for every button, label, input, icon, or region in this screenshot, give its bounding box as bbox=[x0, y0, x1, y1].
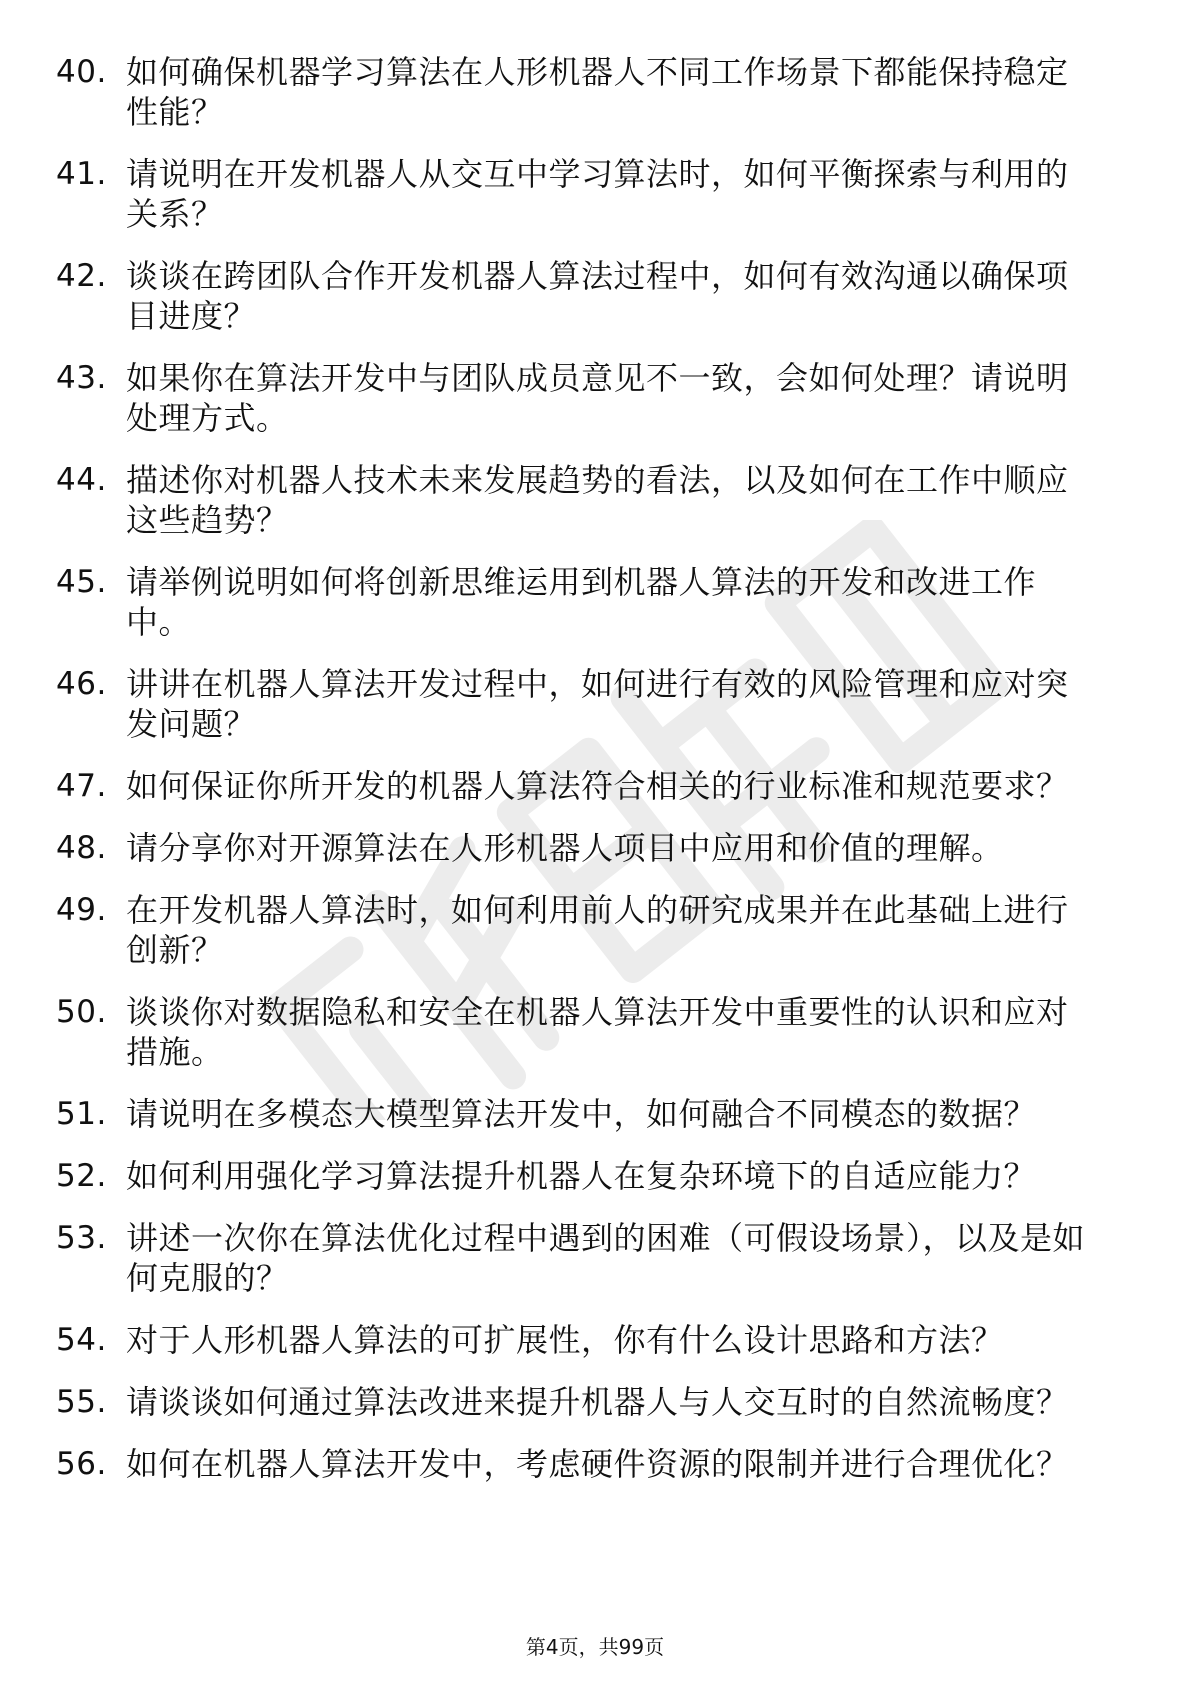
question-number: 48. bbox=[56, 830, 107, 866]
question-item bbox=[0, 992, 1190, 1072]
question-text: 如何确保机器学习算法在人形机器人不同工作场景下都能保持稳定性能？ bbox=[126, 53, 1069, 131]
question-text: 如何利用强化学习算法提升机器人在复杂环境下的自适应能力？ bbox=[126, 1157, 1037, 1195]
question-number: 43. bbox=[56, 360, 107, 396]
question-item bbox=[0, 358, 1190, 438]
question-text: 请举例说明如何将创新思维运用到机器人算法的开发和改进工作中。 bbox=[126, 563, 1037, 641]
question-text: 请分享你对开源算法在人形机器人项目中应用和价值的理解。 bbox=[126, 829, 1004, 867]
question-list bbox=[0, 52, 1190, 1484]
question-item bbox=[0, 766, 1190, 806]
question-number: 53. bbox=[56, 1220, 107, 1256]
question-number: 54. bbox=[56, 1322, 107, 1358]
question-list-container bbox=[0, 52, 1190, 1506]
question-number: 47. bbox=[56, 768, 107, 804]
question-number: 41. bbox=[56, 156, 107, 192]
question-text: 请说明在开发机器人从交互中学习算法时，如何平衡探索与利用的关系？ bbox=[126, 155, 1069, 233]
question-item bbox=[0, 1094, 1190, 1134]
question-text: 谈谈在跨团队合作开发机器人算法过程中，如何有效沟通以确保项目进度？ bbox=[126, 257, 1069, 335]
question-number: 42. bbox=[56, 258, 107, 294]
question-item bbox=[0, 154, 1190, 234]
question-number: 40. bbox=[56, 54, 107, 90]
question-item bbox=[0, 460, 1190, 540]
question-item bbox=[0, 1320, 1190, 1360]
question-text: 讲述一次你在算法优化过程中遇到的困难（可假设场景），以及是如何克服的？ bbox=[126, 1219, 1086, 1297]
question-text: 如何保证你所开发的机器人算法符合相关的行业标准和规范要求？ bbox=[126, 767, 1069, 805]
question-item bbox=[0, 664, 1190, 744]
question-number: 51. bbox=[56, 1096, 107, 1132]
question-text: 如何在机器人算法开发中，考虑硬件资源的限制并进行合理优化？ bbox=[126, 1445, 1069, 1483]
question-item bbox=[0, 1382, 1190, 1422]
question-text: 谈谈你对数据隐私和安全在机器人算法开发中重要性的认识和应对措施。 bbox=[126, 993, 1069, 1071]
question-text: 请说明在多模态大模型算法开发中，如何融合不同模态的数据？ bbox=[126, 1095, 1037, 1133]
question-item bbox=[0, 1444, 1190, 1484]
question-text: 在开发机器人算法时，如何利用前人的研究成果并在此基础上进行创新？ bbox=[126, 891, 1069, 969]
question-number: 55. bbox=[56, 1384, 107, 1420]
question-item bbox=[0, 1156, 1190, 1196]
question-item bbox=[0, 52, 1190, 132]
question-number: 56. bbox=[56, 1446, 107, 1482]
question-item bbox=[0, 1218, 1190, 1298]
page-number-label: 第4页，共99页 bbox=[525, 1635, 665, 1659]
question-text: 讲讲在机器人算法开发过程中，如何进行有效的风险管理和应对突发问题？ bbox=[126, 665, 1069, 743]
question-number: 44. bbox=[56, 462, 107, 498]
question-number: 50. bbox=[56, 994, 107, 1030]
question-text: 描述你对机器人技术未来发展趋势的看法，以及如何在工作中顺应这些趋势？ bbox=[126, 461, 1069, 539]
question-text: 请谈谈如何通过算法改进来提升机器人与人交互时的自然流畅度？ bbox=[126, 1383, 1069, 1421]
question-number: 45. bbox=[56, 564, 107, 600]
question-item bbox=[0, 256, 1190, 336]
question-number: 52. bbox=[56, 1158, 107, 1194]
question-number: 49. bbox=[56, 892, 107, 928]
question-number: 46. bbox=[56, 666, 107, 702]
question-item bbox=[0, 828, 1190, 868]
question-item bbox=[0, 562, 1190, 642]
question-text: 对于人形机器人算法的可扩展性，你有什么设计思路和方法？ bbox=[126, 1321, 1004, 1359]
page-footer bbox=[0, 1634, 1190, 1660]
question-item bbox=[0, 890, 1190, 970]
question-text: 如果你在算法开发中与团队成员意见不一致，会如何处理？请说明处理方式。 bbox=[126, 359, 1069, 437]
